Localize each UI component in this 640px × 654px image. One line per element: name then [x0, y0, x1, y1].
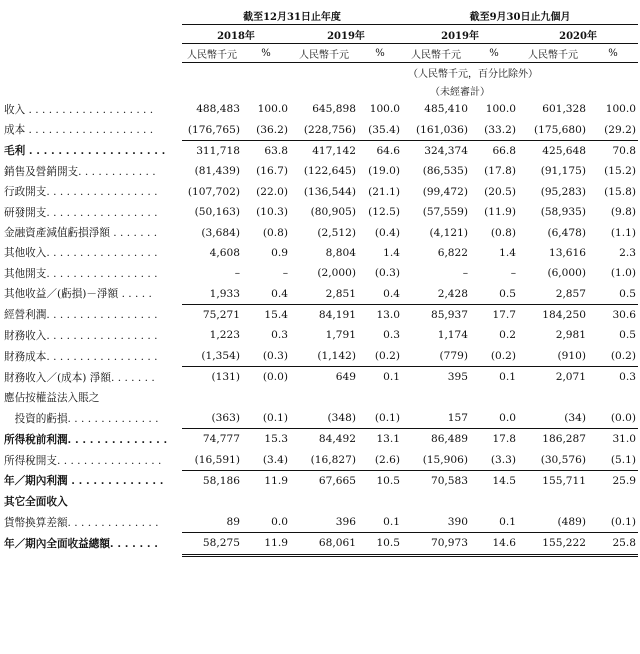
cell-percent: (0.0): [262, 371, 288, 384]
cell-amount: [402, 491, 470, 511]
cell-percent: (20.5): [484, 185, 517, 198]
cell-percent: 0.0: [470, 408, 518, 429]
cell-amount: (2,000): [317, 267, 356, 280]
row-label: 所得稅開支. . . . . . . . . . . . . . . .: [4, 454, 162, 467]
cell-percent: (0.3): [374, 267, 401, 280]
row-label: 經營利潤. . . . . . . . . . . . . . . . .: [4, 309, 158, 322]
table-row: [4, 429, 638, 450]
cell-amount: (80,905): [310, 206, 356, 219]
table-row: [4, 346, 638, 367]
cell-percent: 25.8: [588, 533, 638, 555]
table-row: [4, 387, 638, 407]
cell-amount: (107,702): [187, 185, 240, 198]
cell-amount: 1,174: [437, 329, 469, 342]
row-label: 財務收入. . . . . . . . . . . . . . . . .: [4, 329, 158, 342]
units-note: （人民幣千元，百分比除外）: [408, 68, 539, 80]
row-label: 研發開支. . . . . . . . . . . . . . . . .: [4, 206, 158, 219]
cell-amount: (16,591): [182, 450, 242, 471]
cell-percent: 64.6: [376, 144, 401, 157]
cell-amount: [402, 387, 470, 407]
cell-percent: (15.8): [604, 185, 637, 198]
cell-percent: 63.8: [264, 144, 288, 157]
cell-amount: 324,374: [424, 144, 469, 157]
cell-percent: 11.9: [264, 475, 288, 488]
cell-percent: 0.4: [242, 284, 290, 305]
cell-percent: 0.4: [358, 284, 402, 305]
cell-percent: 17.7: [492, 309, 517, 322]
row-label: 所得稅前利潤. . . . . . . . . . . . . .: [4, 433, 168, 446]
cell-percent: 0.1: [499, 371, 517, 384]
cell-percent: [588, 491, 638, 511]
cell-percent: (33.2): [470, 119, 518, 140]
table-row: [4, 182, 638, 202]
cell-amount: (57,559): [422, 206, 469, 219]
cell-percent: (0.2): [588, 346, 638, 367]
cell-percent: (16.7): [256, 165, 288, 178]
cell-amount: 157: [402, 408, 470, 429]
cell-amount: (50,163): [194, 206, 240, 219]
cell-amount: 645,898: [312, 103, 356, 116]
cell-amount: 2,071: [555, 371, 587, 384]
cell-percent: 0.5: [588, 284, 638, 305]
table-row: [4, 202, 638, 222]
cell-amount: (348): [290, 408, 358, 429]
cell-amount: 75,271: [202, 309, 240, 322]
cell-amount: (91,175): [540, 165, 587, 178]
cell-amount: (489): [518, 512, 588, 533]
row-label: 年／期內全面收益總額. . . . . . .: [4, 538, 158, 551]
cell-amount: 84,492: [318, 433, 356, 446]
cell-amount: (99,472): [422, 185, 469, 198]
cell-amount: 86,489: [430, 433, 469, 446]
cell-amount: (95,283): [540, 185, 587, 198]
cell-amount: 6,822: [437, 246, 469, 259]
cell-amount: 85,937: [430, 309, 469, 322]
col-rmb: 人民幣千元: [290, 44, 358, 63]
cell-percent: 70.8: [612, 144, 637, 157]
cell-percent: (2.6): [358, 450, 402, 471]
cell-amount: 2,851: [290, 284, 358, 305]
cell-percent: (0.1): [358, 408, 402, 429]
cell-percent: (0.2): [470, 346, 518, 367]
cell-amount: [518, 491, 588, 511]
cell-percent: (1.0): [610, 267, 637, 280]
cell-amount: [290, 491, 358, 511]
cell-amount: 8,804: [325, 246, 356, 259]
table-row: [4, 222, 638, 242]
cell-percent: (0.3): [242, 346, 290, 367]
cell-amount: –: [462, 267, 469, 280]
cell-amount: (34): [518, 408, 588, 429]
cell-percent: 1.4: [499, 246, 517, 259]
unaudited-note: （未經審計）: [430, 86, 491, 98]
header-row-units: [4, 63, 638, 82]
table-row: [4, 512, 638, 533]
col-pct: %: [588, 44, 638, 63]
cell-percent: 0.1: [470, 512, 518, 533]
cell-percent: 13.1: [376, 433, 401, 446]
table-row: [4, 367, 638, 388]
cell-percent: (1.1): [610, 226, 637, 239]
row-label: 收入 . . . . . . . . . . . . . . . . . . .: [4, 103, 154, 116]
cell-percent: 15.3: [264, 433, 288, 446]
cell-percent: 1.4: [383, 246, 401, 259]
cell-amount: 184,250: [542, 309, 587, 322]
cell-percent: 0.5: [470, 284, 518, 305]
cell-percent: (36.2): [242, 119, 290, 140]
cell-percent: [588, 387, 638, 407]
row-label: 其他開支. . . . . . . . . . . . . . . . .: [4, 267, 158, 280]
cell-percent: 0.9: [271, 246, 288, 259]
table-row: [4, 450, 638, 471]
cell-percent: 14.6: [470, 533, 518, 555]
row-label: 毛利 . . . . . . . . . . . . . . . . . . .: [4, 145, 166, 158]
cell-percent: 10.5: [376, 475, 401, 488]
cell-amount: (58,935): [540, 206, 587, 219]
row-label: 其它全面收入: [4, 496, 68, 509]
cell-amount: 89: [182, 512, 242, 533]
cell-percent: 0.1: [358, 512, 402, 533]
cell-percent: (21.1): [368, 185, 401, 198]
cell-amount: 1,223: [209, 329, 240, 342]
cell-percent: (5.1): [588, 450, 638, 471]
cell-percent: 13.0: [376, 309, 401, 322]
cell-percent: 0.3: [619, 371, 637, 384]
row-label: 其他收益／(虧損)－淨額 . . . . .: [4, 288, 152, 301]
cell-percent: [358, 387, 402, 407]
header-nine-months: 截至9月30日止九個月: [402, 6, 638, 25]
cell-amount: (81,439): [194, 165, 240, 178]
col-pct: %: [242, 44, 290, 63]
cell-amount: 311,718: [196, 144, 240, 157]
col-pct: %: [358, 44, 402, 63]
cell-amount: 1,933: [182, 284, 242, 305]
cell-percent: –: [282, 267, 288, 280]
cell-amount: 70,583: [430, 475, 469, 488]
cell-amount: 390: [402, 512, 470, 533]
cell-percent: 100.0: [485, 103, 517, 116]
col-rmb: 人民幣千元: [402, 44, 470, 63]
cell-amount: [518, 387, 588, 407]
cell-amount: [290, 387, 358, 407]
header-year-2019b: 2019年: [402, 25, 518, 44]
cell-amount: 395: [447, 371, 469, 384]
cell-percent: (17.8): [484, 165, 517, 178]
table-row: [4, 140, 638, 161]
cell-amount: –: [234, 267, 240, 280]
cell-amount: 2,981: [555, 329, 587, 342]
cell-amount: 84,191: [318, 309, 356, 322]
cell-percent: (19.0): [368, 165, 401, 178]
table-row: [4, 284, 638, 305]
cell-amount: (4,121): [429, 226, 469, 239]
cell-amount: (6,000): [547, 267, 587, 280]
cell-percent: (0.2): [358, 346, 402, 367]
cell-amount: (86,535): [422, 165, 469, 178]
cell-percent: 10.5: [358, 533, 402, 555]
cell-amount: (1,354): [182, 346, 242, 367]
cell-amount: 4,608: [209, 246, 240, 259]
table-row: [4, 471, 638, 492]
cell-amount: (1,142): [290, 346, 358, 367]
cell-percent: 15.4: [264, 309, 288, 322]
cell-amount: 58,275: [182, 533, 242, 555]
cell-percent: [470, 491, 518, 511]
cell-percent: (3.4): [242, 450, 290, 471]
table-row: [4, 243, 638, 263]
table-row: [4, 304, 638, 325]
cell-amount: 58,186: [202, 475, 240, 488]
row-label: 金融資產減值虧損淨額 . . . . . . .: [4, 227, 158, 240]
cell-percent: (22.0): [256, 185, 288, 198]
cell-percent: [470, 387, 518, 407]
cell-amount: 67,665: [318, 475, 356, 488]
table-row: [4, 99, 638, 119]
table-row: [4, 263, 638, 283]
cell-amount: (2,512): [317, 226, 356, 239]
cell-percent: (9.8): [610, 206, 637, 219]
header-year-2020: 2020年: [518, 25, 638, 44]
row-label: 貨幣換算差額. . . . . . . . . . . . . .: [4, 516, 159, 529]
cell-amount: 396: [290, 512, 358, 533]
cell-amount: 417,142: [312, 144, 356, 157]
cell-percent: (29.2): [588, 119, 638, 140]
cell-amount: (15,906): [402, 450, 470, 471]
cell-amount: 74,777: [202, 433, 240, 446]
table-row: [4, 161, 638, 181]
cell-amount: (363): [182, 408, 242, 429]
cell-percent: 2.3: [619, 246, 637, 259]
cell-percent: 0.2: [499, 329, 517, 342]
cell-percent: (11.9): [484, 206, 517, 219]
row-label: 銷售及營銷開支. . . . . . . . . . . .: [4, 165, 156, 178]
cell-percent: (3.3): [470, 450, 518, 471]
cell-amount: 155,711: [542, 475, 587, 488]
cell-amount: (136,544): [303, 185, 356, 198]
cell-percent: [242, 387, 290, 407]
col-rmb: 人民幣千元: [182, 44, 242, 63]
cell-percent: (0.1): [242, 408, 290, 429]
table-row: [4, 408, 638, 429]
cell-amount: (131): [211, 371, 240, 384]
cell-amount: [182, 387, 242, 407]
table-row: [4, 119, 638, 140]
cell-percent: 0.1: [383, 371, 401, 384]
col-pct: %: [470, 44, 518, 63]
cell-amount: (176,765): [182, 119, 242, 140]
cell-amount: 2,428: [402, 284, 470, 305]
cell-amount: (175,680): [518, 119, 588, 140]
cell-percent: (0.8): [490, 226, 517, 239]
cell-amount: 186,287: [542, 433, 587, 446]
cell-percent: 66.8: [492, 144, 517, 157]
col-rmb: 人民幣千元: [518, 44, 588, 63]
row-label: 成本 . . . . . . . . . . . . . . . . . . .: [4, 124, 154, 137]
cell-percent: 25.9: [612, 475, 637, 488]
cell-percent: 0.5: [619, 329, 637, 342]
cell-amount: 1,791: [325, 329, 356, 342]
row-label: 其他收入. . . . . . . . . . . . . . . . .: [4, 247, 158, 260]
header-row-years: [4, 25, 638, 44]
cell-amount: 485,410: [424, 103, 469, 116]
cell-percent: 0.0: [242, 512, 290, 533]
cell-percent: (10.3): [256, 206, 288, 219]
cell-percent: 14.5: [492, 475, 517, 488]
cell-percent: (0.8): [262, 226, 288, 239]
table-body: [4, 6, 638, 555]
cell-percent: 100.0: [257, 103, 288, 116]
cell-percent: [242, 491, 290, 511]
cell-percent: 0.3: [383, 329, 401, 342]
row-label: 應佔按權益法入賬之: [4, 392, 100, 405]
cell-amount: 13,616: [548, 246, 587, 259]
header-year-2019a: 2019年: [290, 25, 402, 44]
cell-amount: 601,328: [542, 103, 587, 116]
cell-percent: 100.0: [369, 103, 401, 116]
table-row: [4, 325, 638, 345]
cell-amount: 70,973: [402, 533, 470, 555]
header-row-groups: [4, 6, 638, 25]
header-year-2018: 2018年: [182, 25, 290, 44]
cell-percent: (0.0): [588, 408, 638, 429]
cell-percent: (35.4): [358, 119, 402, 140]
cell-percent: [358, 491, 402, 511]
cell-amount: (228,756): [290, 119, 358, 140]
cell-percent: 30.6: [612, 309, 637, 322]
row-label: 行政開支. . . . . . . . . . . . . . . . .: [4, 186, 158, 199]
cell-amount: (779): [402, 346, 470, 367]
cell-percent: 17.8: [492, 433, 517, 446]
cell-percent: –: [510, 267, 517, 280]
cell-amount: (910): [518, 346, 588, 367]
cell-amount: (122,645): [303, 165, 356, 178]
header-row-columns: [4, 44, 638, 63]
cell-amount: [182, 491, 242, 511]
cell-amount: (30,576): [518, 450, 588, 471]
cell-percent: (0.1): [588, 512, 638, 533]
cell-amount: (161,036): [402, 119, 470, 140]
header-year-end: 截至12月31日止年度: [182, 6, 402, 25]
cell-amount: 2,857: [518, 284, 588, 305]
cell-amount: (3,684): [201, 226, 240, 239]
cell-amount: 68,061: [290, 533, 358, 555]
row-label: 財務成本. . . . . . . . . . . . . . . . .: [4, 350, 158, 363]
cell-percent: 31.0: [612, 433, 637, 446]
income-statement-table: [4, 6, 638, 557]
cell-percent: 11.9: [242, 533, 290, 555]
cell-amount: (6,478): [547, 226, 587, 239]
cell-amount: (16,827): [290, 450, 358, 471]
cell-amount: 155,222: [518, 533, 588, 555]
row-label: 年／期內利潤 . . . . . . . . . . . . .: [4, 475, 164, 488]
cell-amount: 488,483: [196, 103, 240, 116]
cell-amount: 425,648: [542, 144, 587, 157]
row-label: 財務收入／(成本) 淨額. . . . . . .: [4, 371, 155, 384]
cell-percent: (12.5): [368, 206, 401, 219]
cell-percent: 100.0: [605, 103, 637, 116]
table-row: [4, 533, 638, 555]
header-row-unaudited: [4, 81, 638, 99]
table-row: [4, 491, 638, 511]
cell-amount: 649: [335, 371, 356, 384]
cell-percent: (15.2): [604, 165, 637, 178]
cell-percent: 0.3: [271, 329, 288, 342]
row-label: 投資的虧損. . . . . . . . . . . . . .: [4, 412, 159, 425]
cell-percent: (0.4): [374, 226, 401, 239]
